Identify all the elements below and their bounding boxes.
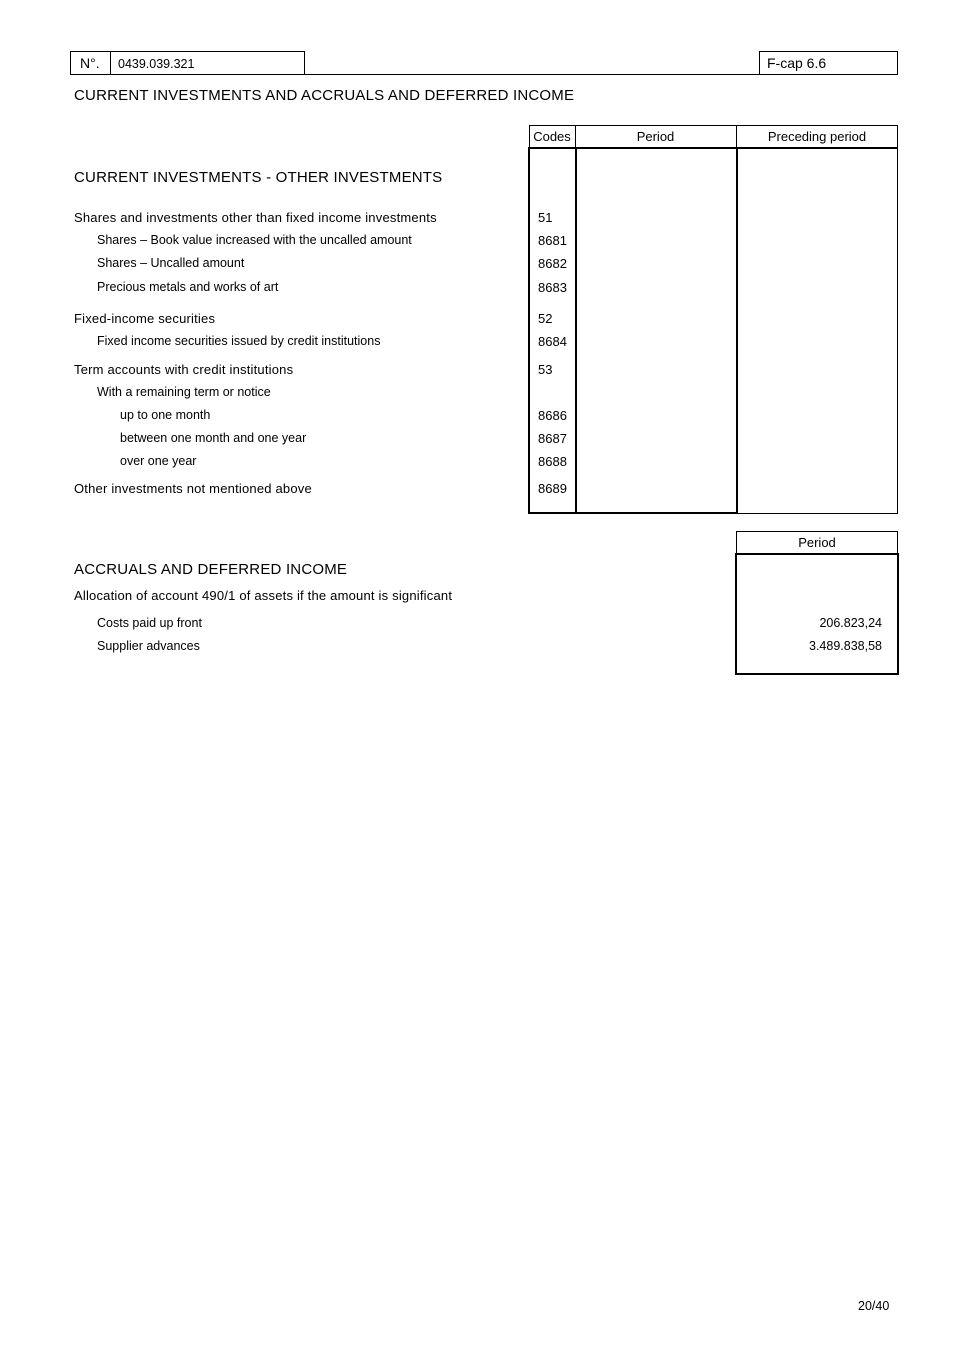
row-code: 8688 xyxy=(538,454,567,469)
page-number: 20/40 xyxy=(858,1299,890,1313)
col-preceding-header: Preceding period xyxy=(767,129,867,144)
accrual-row-value: 206.823,24 xyxy=(819,616,882,630)
row-code: 8682 xyxy=(538,256,567,271)
row-label: up to one month xyxy=(120,408,211,422)
row-label: Precious metals and works of art xyxy=(97,280,279,294)
row-label: Other investments not mentioned above xyxy=(74,481,312,496)
row-code: 51 xyxy=(538,210,553,225)
form-code: F-cap 6.6 xyxy=(767,55,827,71)
header-divider xyxy=(110,51,111,75)
row-code: 8686 xyxy=(538,408,567,423)
row-code: 8689 xyxy=(538,481,567,496)
period-column xyxy=(575,147,738,514)
investments-section-title: CURRENT INVESTMENTS - OTHER INVESTMENTS xyxy=(74,169,443,186)
row-code: 8684 xyxy=(538,334,567,349)
row-code: 8687 xyxy=(538,431,567,446)
accrual-row-label: Costs paid up front xyxy=(97,616,202,630)
preceding-column xyxy=(736,147,898,514)
accruals-section-title: ACCRUALS AND DEFERRED INCOME xyxy=(74,561,348,578)
row-label: Shares and investments other than fixed income investments xyxy=(74,210,437,225)
accrual-row-value: 3.489.838,58 xyxy=(809,639,882,653)
header-no-label: N°. xyxy=(80,55,100,71)
row-label: Shares – Book value increased with the uncalled amount xyxy=(97,233,412,247)
row-label: With a remaining term or notice xyxy=(97,385,271,399)
row-label: over one year xyxy=(120,454,197,468)
col-codes-header: Codes xyxy=(533,129,571,144)
row-label: Fixed-income securities xyxy=(74,311,216,326)
accruals-subtitle: Allocation of account 490/1 of assets if the amount is significant xyxy=(74,588,453,603)
accruals-period-column xyxy=(735,553,899,675)
row-label: Shares – Uncalled amount xyxy=(97,256,245,270)
row-label: Term accounts with credit institutions xyxy=(74,362,294,377)
header-rule xyxy=(305,74,760,75)
row-label: between one month and one year xyxy=(120,431,307,445)
row-code: 53 xyxy=(538,362,553,377)
company-number: 0439.039.321 xyxy=(118,57,195,71)
row-code: 8681 xyxy=(538,233,567,248)
page-title: CURRENT INVESTMENTS AND ACCRUALS AND DEFERRED INCOME xyxy=(74,87,575,104)
accrual-row-label: Supplier advances xyxy=(97,639,200,653)
row-code: 8683 xyxy=(538,280,567,295)
col-period-header: Period xyxy=(636,129,675,144)
accruals-period-header-label: Period xyxy=(798,535,836,550)
row-code: 52 xyxy=(538,311,553,326)
row-label: Fixed income securities issued by credit institutions xyxy=(97,334,381,348)
